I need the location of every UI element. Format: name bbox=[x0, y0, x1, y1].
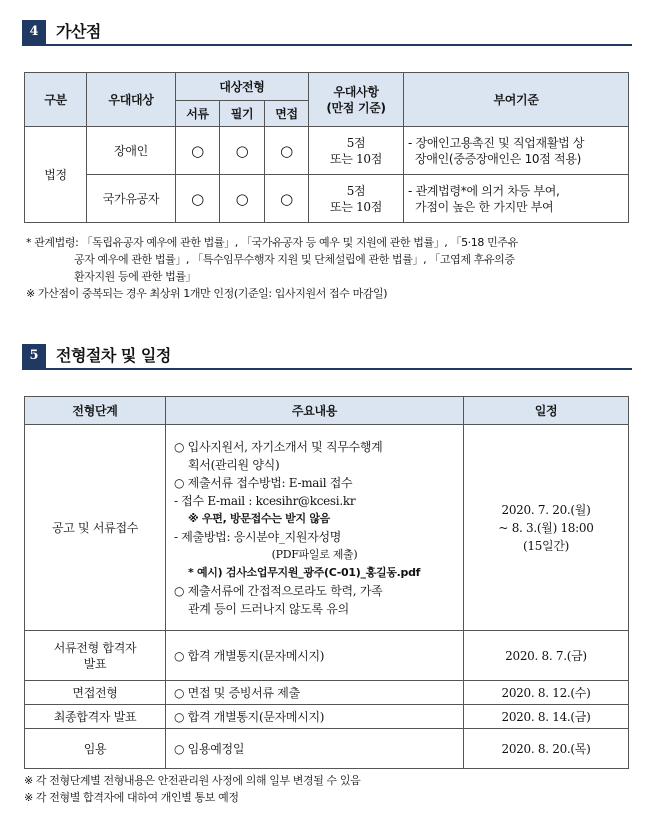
content-line: 관계 등이 드러나지 않도록 유의 bbox=[188, 601, 349, 616]
content-cell: ○ 합격 개별통지(문자메시지) bbox=[166, 705, 464, 729]
header-schedule: 일정 bbox=[464, 397, 629, 425]
header-benefit: 우대사항 (만점 기준) bbox=[309, 73, 404, 127]
doc-circle: ○ bbox=[176, 175, 220, 223]
stage-cell: 면접전형 bbox=[25, 681, 166, 705]
section-4-notes bbox=[26, 234, 634, 302]
header-doc: 서류 bbox=[176, 101, 220, 127]
header-category: 구분 bbox=[25, 73, 87, 127]
section-number-badge: 4 bbox=[22, 20, 46, 44]
section-5-header bbox=[22, 342, 632, 370]
content-line: ○ 제출서류 접수방법: E-mail 접수 bbox=[174, 475, 353, 490]
section-number-badge: 5 bbox=[22, 344, 46, 368]
header-interview: 면접 bbox=[265, 101, 309, 127]
content-line: 획서(관리원 양식) bbox=[188, 457, 280, 472]
note-line: ※ 각 전형별 합격자에 대하여 개인별 통보 예정 bbox=[24, 791, 239, 804]
stage-cell: 공고 및 서류접수 bbox=[25, 425, 166, 631]
schedule-line: ~ 8. 3.(월) 18:00 bbox=[498, 520, 594, 535]
schedule-cell: 2020. 8. 12.(수) bbox=[464, 681, 629, 705]
bonus-points-table bbox=[24, 72, 629, 223]
section-4-header bbox=[22, 18, 632, 46]
criteria-cell: - 장애인고용촉진 및 직업재활법 상 장애인(중증장애인은 10점 적용) bbox=[404, 127, 629, 175]
content-cell: ○ 합격 개별통지(문자메시지) bbox=[166, 631, 464, 681]
content-line: * 예시) 검사소업무지원_광주(C-01)_홍길동.pdf bbox=[188, 565, 421, 579]
content-line: - 제출방법: 응시분야_지원자성명 bbox=[174, 529, 342, 544]
interview-circle: ○ bbox=[265, 127, 309, 175]
schedule-line: 2020. 7. 20.(월) bbox=[501, 502, 591, 517]
note-line: * 관계법령: 「독립유공자 예우에 관한 법률」, 「국가유공자 등 예우 및 지원에 관한 법률」, 「5·18 민주유 bbox=[26, 236, 518, 249]
header-screening: 대상전형 bbox=[176, 73, 309, 101]
target-cell: 장애인 bbox=[87, 127, 176, 175]
note-line: 공자 예우에 관한 법률」, 「특수임무수행자 지원 및 단체설립에 관한 법률」, 「고엽제 후유의증 bbox=[74, 253, 515, 266]
schedule-line: (15일간) bbox=[522, 538, 570, 553]
header-target: 우대대상 bbox=[87, 73, 176, 127]
schedule-cell: 2020. 8. 7.(금) bbox=[464, 631, 629, 681]
benefit-cell: 5점 또는 10점 bbox=[309, 127, 404, 175]
content-line: ○ 제출서류에 간접적으로라도 학력, 가족 bbox=[174, 583, 383, 598]
content-line: - 접수 E-mail : kcesihr@kcesi.kr bbox=[174, 493, 356, 508]
written-circle: ○ bbox=[220, 175, 265, 223]
criteria-cell: - 관계법령*에 의거 차등 부여, 가점이 높은 한 가지만 부여 bbox=[404, 175, 629, 223]
interview-circle: ○ bbox=[265, 175, 309, 223]
section-divider bbox=[22, 368, 632, 370]
section-title: 전형절차 및 일정 bbox=[56, 346, 171, 365]
schedule-cell: 2020. 8. 20.(목) bbox=[464, 729, 629, 769]
note-line: ※ 가산점이 중복되는 경우 최상위 1개만 인정(기준일: 입사지원서 접수 마감일) bbox=[26, 287, 388, 300]
written-circle: ○ bbox=[220, 127, 265, 175]
note-line: 환자지원 등에 관한 법률」 bbox=[74, 270, 197, 283]
content-cell: ○ 면접 및 증빙서류 제출 bbox=[166, 681, 464, 705]
doc-circle: ○ bbox=[176, 127, 220, 175]
section-divider bbox=[22, 44, 632, 46]
content-cell bbox=[166, 425, 464, 631]
benefit-cell: 5점 또는 10점 bbox=[309, 175, 404, 223]
content-line: ○ 입사지원서, 자기소개서 및 직무수행계 bbox=[174, 439, 383, 454]
note-line: ※ 각 전형단계별 전형내용은 안전관리원 사정에 의해 일부 변경될 수 있음 bbox=[24, 774, 361, 787]
content-cell: ○ 임용예정일 bbox=[166, 729, 464, 769]
stage-cell: 임용 bbox=[25, 729, 166, 769]
header-criteria: 부여기준 bbox=[404, 73, 629, 127]
stage-cell: 최종합격자 발표 bbox=[25, 705, 166, 729]
group-label: 법정 bbox=[25, 127, 87, 223]
schedule-cell: 2020. 8. 14.(금) bbox=[464, 705, 629, 729]
section-title: 가산점 bbox=[56, 22, 101, 41]
header-written: 필기 bbox=[220, 101, 265, 127]
section-5-notes bbox=[24, 772, 632, 806]
stage-cell: 서류전형 합격자 발표 bbox=[25, 631, 166, 681]
header-content: 주요내용 bbox=[166, 397, 464, 425]
schedule-table bbox=[24, 396, 629, 769]
target-cell: 국가유공자 bbox=[87, 175, 176, 223]
content-line: (PDF파일로 제출) bbox=[271, 547, 358, 561]
schedule-cell bbox=[464, 425, 629, 631]
content-line: ※ 우편, 방문접수는 받지 않음 bbox=[188, 511, 330, 525]
header-stage: 전형단계 bbox=[25, 397, 166, 425]
